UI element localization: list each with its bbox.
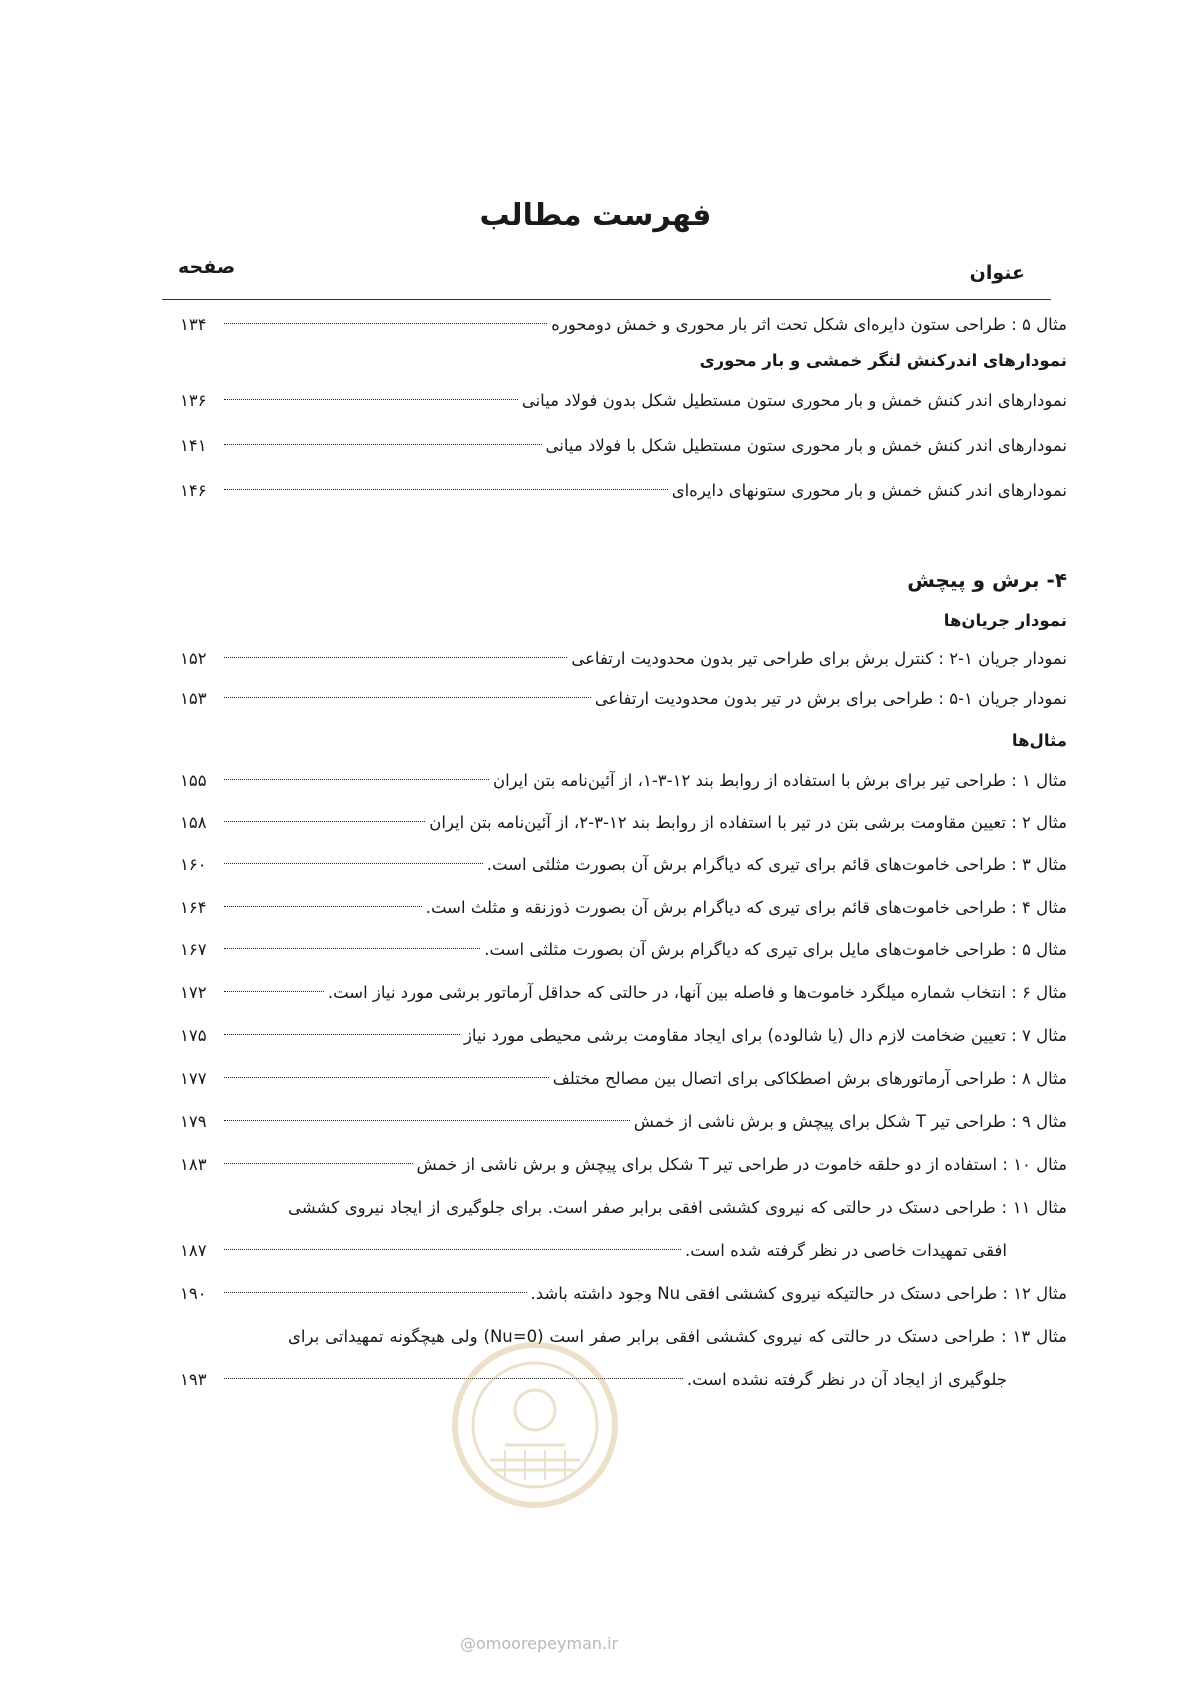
toc-entry[interactable] — [180, 808, 1067, 838]
entry-text: مثال ۷ : تعیین ضخامت لازم دال (یا شالوده) برای ایجاد مقاومت برشی محیطی مورد نیاز — [463, 1026, 1067, 1045]
leader-dots — [224, 1034, 460, 1035]
entry-page: ۱۶۷ — [180, 940, 207, 959]
leader-dots — [224, 779, 489, 780]
entry-page: ۱۷۹ — [180, 1112, 207, 1131]
toc-entry[interactable] — [180, 893, 1067, 923]
toc-entry[interactable] — [180, 1150, 1067, 1180]
leader-dots — [224, 906, 422, 907]
column-title-header: عنوان — [969, 262, 1025, 284]
toc-entry[interactable] — [180, 850, 1067, 880]
leader-dots — [224, 1292, 527, 1293]
entry-page: ۱۳۴ — [180, 315, 207, 334]
entry-page: ۱۳۶ — [180, 391, 207, 410]
leader-dots — [224, 1249, 681, 1250]
leader-dots — [224, 444, 542, 445]
toc-entry-multiline[interactable]: مثال ۱۱ : طراحی دستک در حالتی که نیروی کششی افقی برابر صفر است. برای جلوگیری از ایجاد نیروی کششی — [288, 1198, 1068, 1217]
toc-entry[interactable] — [180, 1021, 1067, 1051]
seal-stamp-icon — [450, 1340, 620, 1510]
toc-body — [180, 0, 1067, 1684]
entry-page: ۱۷۷ — [180, 1069, 207, 1088]
leader-dots — [224, 1120, 630, 1121]
entry-text: نمودار جریان ۱-۲ : کنترل برش برای طراحی تیر بدون محدودیت ارتفاعی — [571, 649, 1067, 668]
entry-page: ۱۹۰ — [180, 1284, 207, 1303]
entry-text: مثال ۱ : طراحی تیر برای برش با استفاده از روابط بند ۱۲-۳-۱، از آئین‌نامه بتن ایران — [492, 771, 1067, 790]
entry-text: مثال ۶ : انتخاب شماره میلگرد خاموت‌ها و فاصله بین آنها، در حالتی که حداقل آرماتور برشی مورد نیاز است. — [327, 983, 1067, 1002]
toc-entry[interactable] — [180, 935, 1067, 965]
toc-entry-continuation[interactable] — [180, 1236, 1007, 1266]
entry-text: نمودارهای اندر کنش خمش و بار محوری ستون مستطیل شکل با فولاد میانی — [545, 436, 1067, 455]
entry-text: مثال ۲ : تعیین مقاومت برشی بتن در تیر با استفاده از روابط بند ۱۲-۳-۲، از آئین‌نامه بتن ایران — [429, 813, 1067, 832]
entry-page: ۱۵۸ — [180, 813, 207, 832]
leader-dots — [224, 657, 567, 658]
page-title: فهرست مطالب — [479, 198, 712, 233]
watermark: @omoorepeyman.ir — [460, 1634, 619, 1653]
leader-dots — [224, 863, 483, 864]
toc-entry[interactable] — [180, 1279, 1067, 1309]
toc-entry[interactable] — [180, 1064, 1067, 1094]
toc-entry[interactable] — [180, 766, 1067, 796]
entry-text: نمودارهای اندر کنش خمش و بار محوری ستون مستطیل شکل بدون فولاد میانی — [521, 391, 1067, 410]
toc-entry[interactable] — [180, 684, 1067, 714]
column-page-header: صفحه — [178, 256, 236, 278]
entry-text: مثال ۵ : طراحی خاموت‌های مایل برای تیری که دیاگرام برش آن بصورت مثلثی است. — [484, 940, 1067, 959]
entry-page: ۱۸۷ — [180, 1241, 207, 1260]
entry-page: ۱۷۲ — [180, 983, 207, 1002]
leader-dots — [224, 697, 591, 698]
section-title: ۴- برش و پیچش — [907, 568, 1067, 592]
entry-text: مثال ۳ : طراحی خاموت‌های قائم برای تیری که دیاگرام برش آن بصورت مثلثی است. — [486, 855, 1067, 874]
leader-dots — [224, 1163, 413, 1164]
entry-text: مثال ۹ : طراحی تیر T شکل برای پیچش و برش ناشی از خمش — [633, 1112, 1067, 1131]
entry-text: مثال ۴ : طراحی خاموت‌های قائم برای تیری که دیاگرام برش آن بصورت ذوزنقه و مثلث است. — [425, 898, 1067, 917]
leader-dots — [224, 1077, 549, 1078]
entry-page: ۱۶۰ — [180, 855, 207, 874]
entry-page: ۱۵۲ — [180, 649, 207, 668]
toc-entry[interactable] — [180, 1107, 1067, 1137]
entry-text: افقی تمهیدات خاصی در نظر گرفته شده است. — [685, 1241, 1007, 1260]
entry-text: جلوگیری از ایجاد آن در نظر گرفته نشده است. — [686, 1370, 1007, 1389]
leader-dots — [224, 399, 518, 400]
toc-entry[interactable] — [180, 978, 1067, 1008]
leader-dots — [224, 489, 668, 490]
entry-page: ۱۴۶ — [180, 481, 207, 500]
toc-entry[interactable] — [180, 431, 1067, 461]
entry-page: ۱۹۳ — [180, 1370, 207, 1389]
toc-entry[interactable] — [180, 476, 1067, 506]
entry-text: مثال ۵ : طراحی ستون دایره‌ای شکل تحت اثر بار محوری و خمش دومحوره — [551, 315, 1067, 334]
leader-dots — [224, 991, 324, 992]
entry-text: نمودار جریان ۱-۵ : طراحی برای برش در تیر بدون محدودیت ارتفاعی — [594, 689, 1067, 708]
entry-page: ۱۵۵ — [180, 771, 207, 790]
entry-page: ۱۵۳ — [180, 689, 207, 708]
toc-entry[interactable] — [180, 310, 1067, 340]
entry-text: نمودارهای اندر کنش خمش و بار محوری ستونهای دایره‌ای — [671, 481, 1067, 500]
entry-text: مثال ۱۲ : طراحی دستک در حالتیکه نیروی کششی افقی Nu وجود داشته باشد. — [530, 1284, 1067, 1303]
leader-dots — [224, 821, 425, 822]
entry-text: مثال ۱۰ : استفاده از دو حلقه خاموت در طراحی تیر T شکل برای پیچش و برش ناشی از خمش — [416, 1155, 1067, 1174]
entry-page: ۱۴۱ — [180, 436, 207, 455]
leader-dots — [224, 948, 480, 949]
leader-dots — [224, 323, 547, 324]
toc-entry[interactable] — [180, 386, 1067, 416]
entry-page: ۱۷۵ — [180, 1026, 207, 1045]
entry-page: ۱۶۴ — [180, 898, 207, 917]
subheading: نمودار جریان‌ها — [943, 611, 1067, 630]
toc-entry-multiline[interactable]: مثال ۱۳ : طراحی دستک در حالتی که نیروی کششی افقی برابر صفر است (Nu=0) ولی هیچگونه تمهیداتی برای — [288, 1327, 1067, 1346]
toc-entry[interactable] — [180, 644, 1067, 674]
entry-text: مثال ۸ : طراحی آرماتورهای برش اصطکاکی برای اتصال بین مصالح مختلف — [552, 1069, 1067, 1088]
subheading: نمودارهای اندرکنش لنگر خمشی و بار محوری — [699, 351, 1067, 370]
entry-page: ۱۸۳ — [180, 1155, 207, 1174]
subheading: مثال‌ها — [1011, 731, 1067, 750]
